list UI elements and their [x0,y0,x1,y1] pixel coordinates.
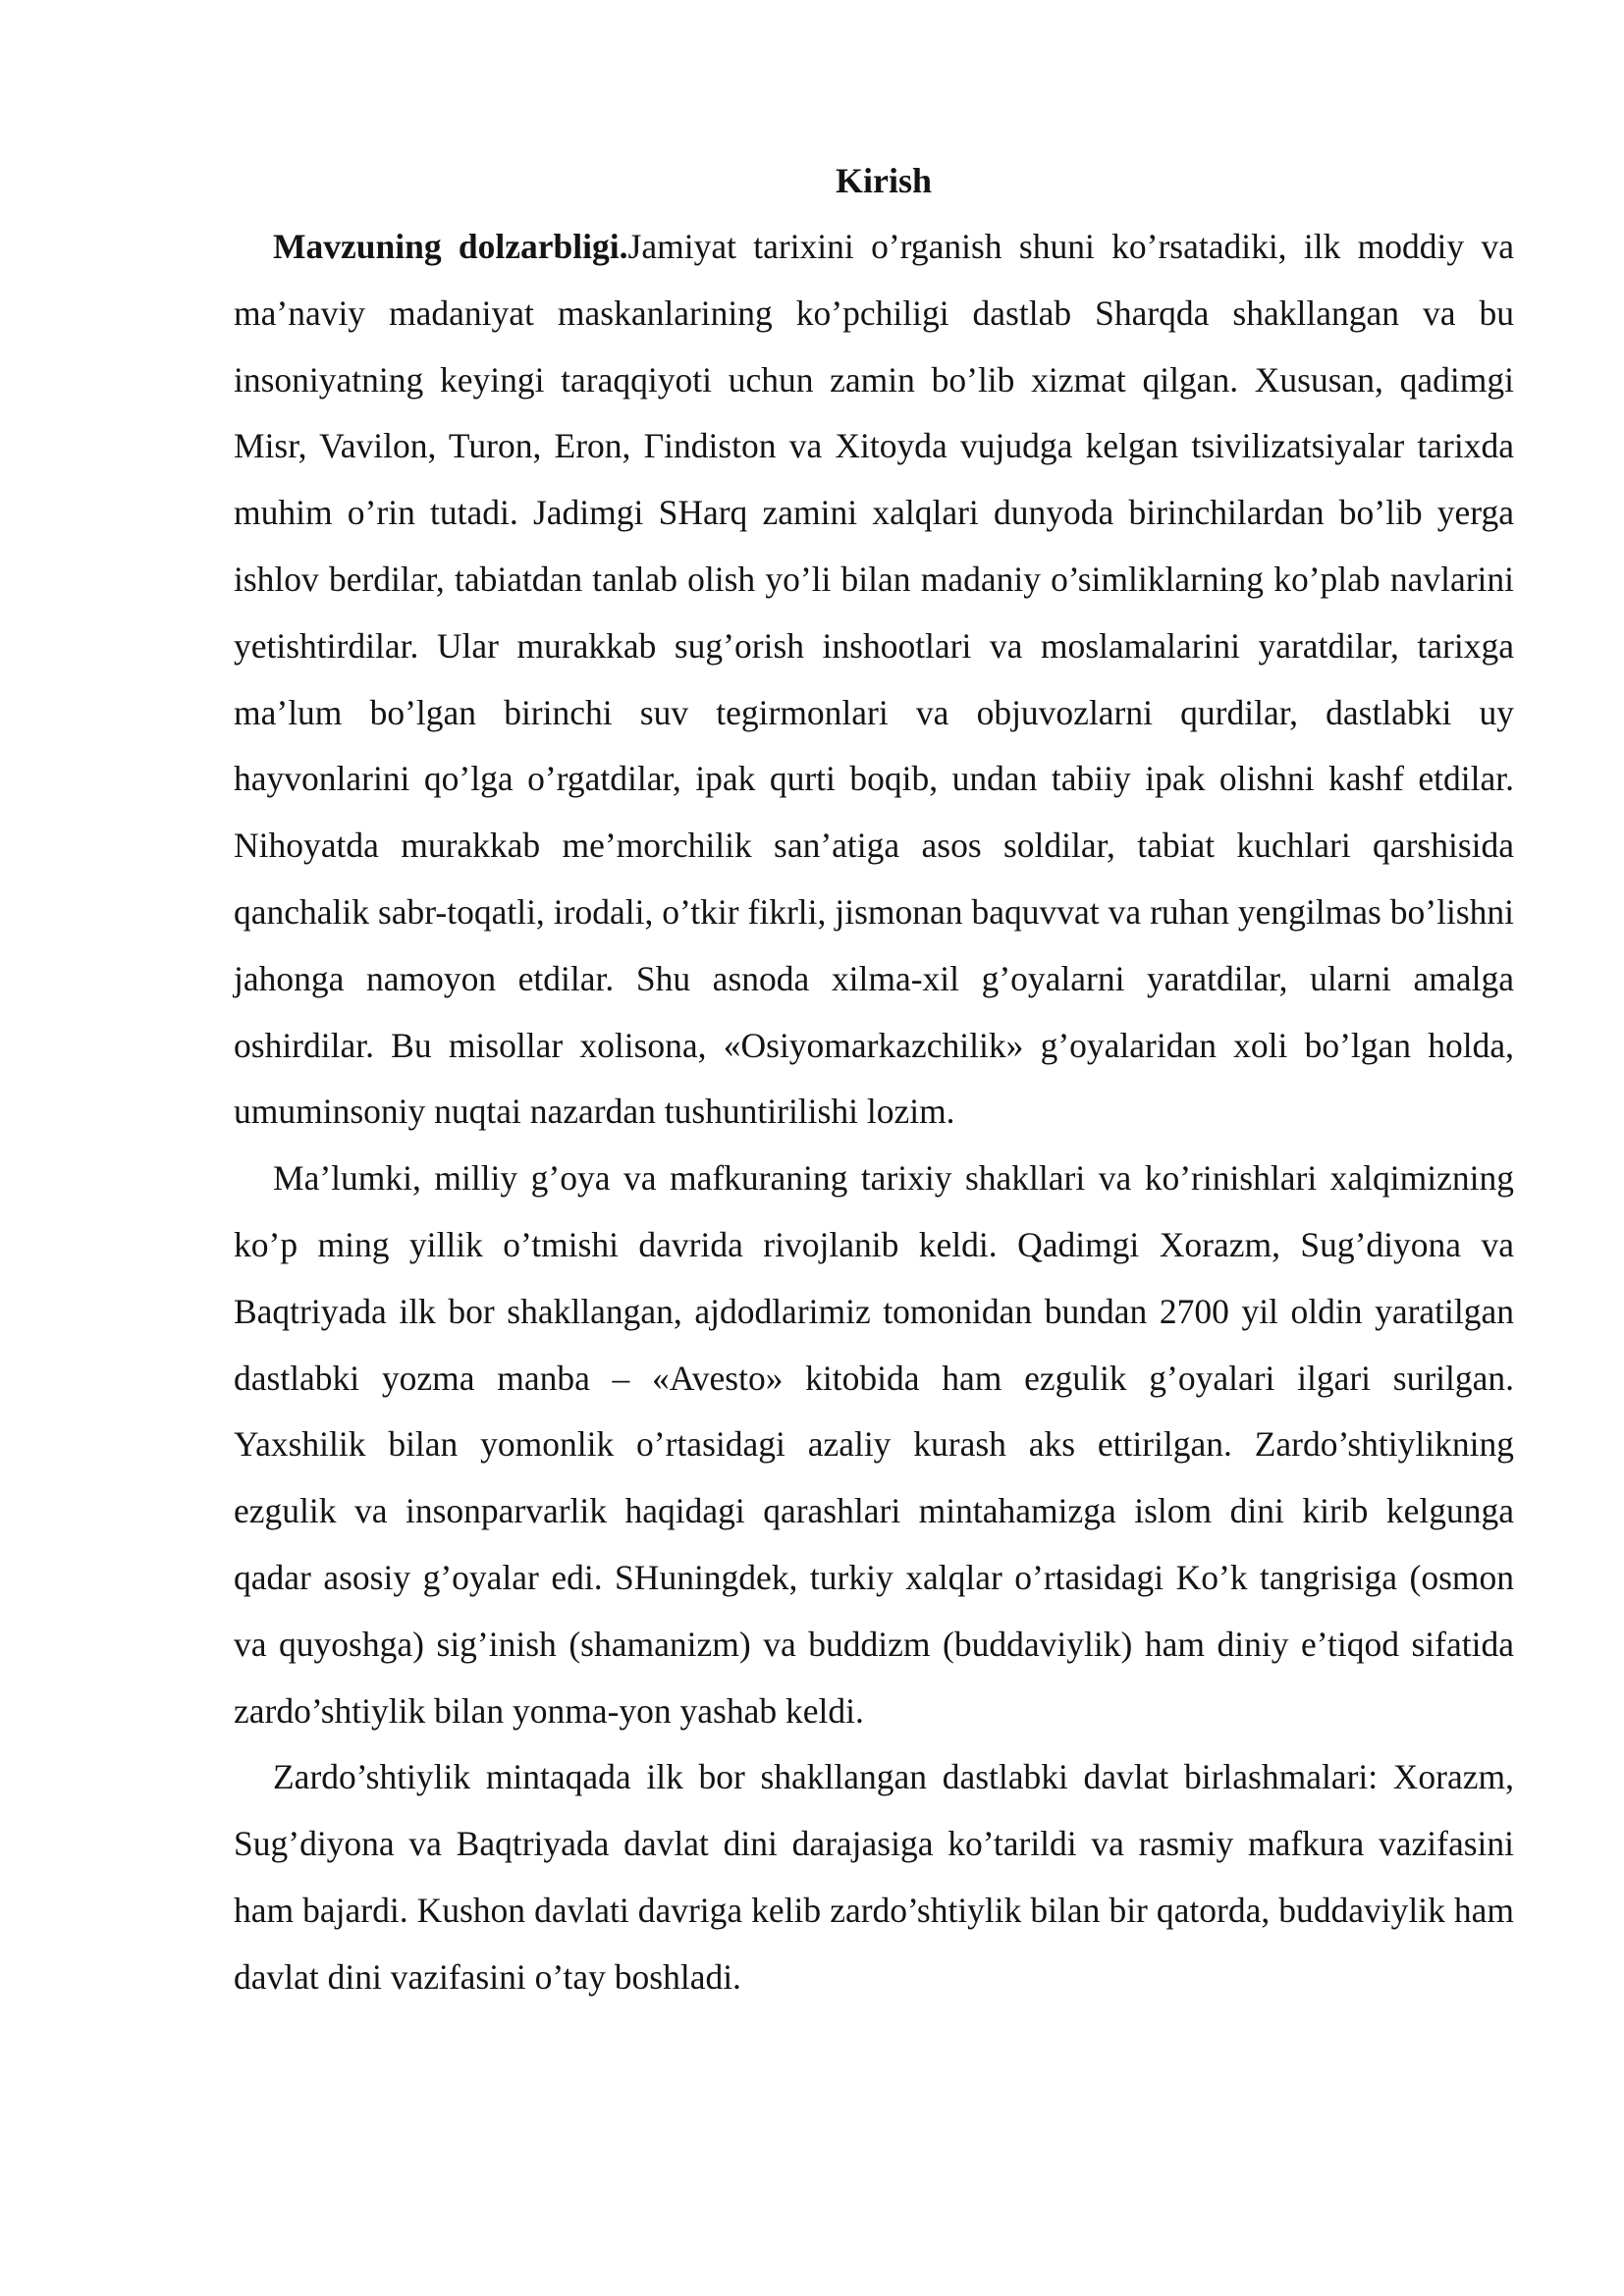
paragraph-relevance [234,214,1514,1146]
page-title: Kirish [835,161,932,200]
paragraph-text: Jamiyat tarixini o’rganish shuni ko’rsatadiki, ilk moddiy va ma’naviy madaniyat maskanlarining ko’pchiligi dastlab Sharqda shakllangan va bu insoniyatning keyingi taraqqiyoti uchun zamin bo’lib xizmat qilgan. Xususan, qadimgi Misr, Vavilon, Turon, Eron, Гindiston va Xitoyda vujudga kelgan tsivilizatsiyalar tarixda muhim o’rin tutadi. Jadimgi SHarq zamini xalqlari dunyoda birinchilardan bo’lib yerga ishlov berdilar, tabiatdan tanlab olish yo’li bilan madaniy o’simliklarning ko’plab navlarini yetishtirdilar. Ular murakkab sug’orish inshootlari va moslamalarini yaratdilar, tarixga ma’lum bo’lgan birinchi suv tegirmonlari va objuvozlarni qurdilar, dastlabki uy hayvonlarini qo’lga o’rgatdilar, ipak qurti boqib, undan tabiiy ipak olishni kashf etdilar. Nihoyatda murakkab me’morchilik san’atiga asos soldilar, tabiat kuchlari qarshisida qanchalik sabr-toqatli, irodali, o’tkir fikrli, jismonan baquvvat va ruhan yengilmas bo’lishni jahonga namoyon etdilar. Shu asnoda xilma-xil g’oyalarni yaratdilar, ularni amalga oshirdilar. Bu misollar xolisona, «Osiyomarkazchilik» g’oyalaridan xoli bo’lgan holda, umuminsoniy nuqtai nazardan tushuntirilishi lozim. [234,227,1514,1132]
paragraph-text: Zardo’shtiylik mintaqada ilk bor shakllangan dastlabki davlat birlashmalari: Xorazm, Sug’diyona va Baqtriyada davlat dini darajasiga ko’tarildi va rasmiy mafkura vazifasini ham bajardi. Kushon davlati davriga kelib zardo’shtiylik bilan bir qatorda, buddaviylik ham davlat dini vazifasini o’tay boshladi. [234,1757,1514,1997]
paragraph-national-idea [234,1146,1514,1744]
paragraph-text: Ma’lumki, milliy g’oya va mafkuraning tarixiy shakllari va ko’rinishlari xalqimizning ko’p ming yillik o’tmishi davrida rivojlanib keldi. Qadimgi Xorazm, Sug’diyona va Baqtriyada ilk bor shakllangan, ajdodlarimiz tomonidan bundan 2700 yil oldin yaratilgan dastlabki yozma manba – «Avesto» kitobida ham ezgulik g’oyalari ilgari surilgan. Yaxshilik bilan yomonlik o’rtasidagi azaliy kurash aks ettirilgan. Zardo’shtiylikning ezgulik va insonparvarlik haqidagi qarashlari mintahamizga islom dini kirib kelgunga qadar asosiy g’oyalar edi. SHuningdek, turkiy xalqlar o’rtasidagi Ko’k tangrisiga (osmon va quyoshga) sig’inish (shamanizm) va buddizm (buddaviylik) ham diniy e’tiqod sifatida zardo’shtiylik bilan yonma-yon yashab keldi. [234,1158,1514,1731]
document-body [234,147,1514,2011]
paragraph-zoroastrianism [234,1744,1514,2010]
paragraph-lead: Mavzuning dolzarbligi. [273,227,628,266]
